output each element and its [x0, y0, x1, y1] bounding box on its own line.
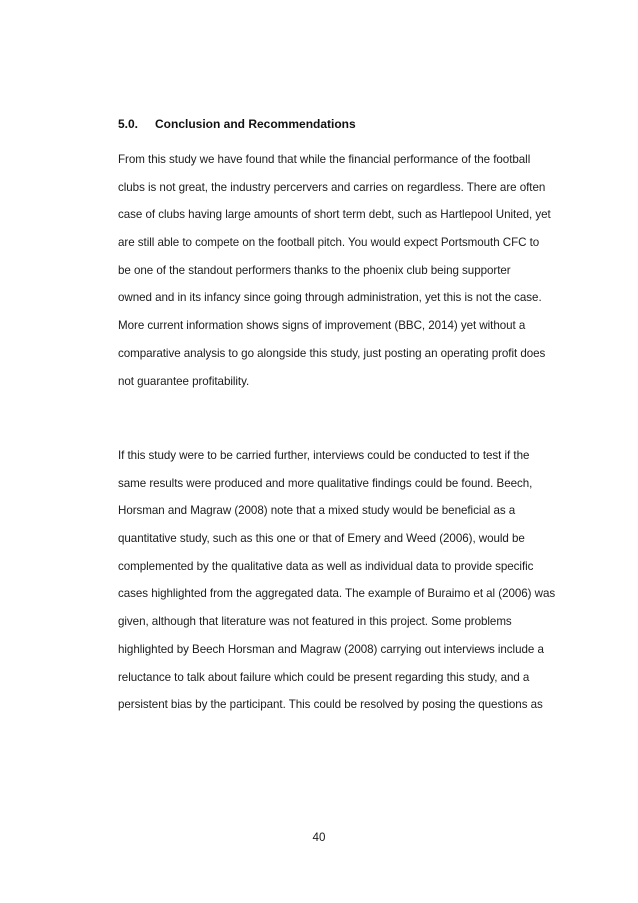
text-line: same results were produced and more qualitative findings could be found. Beech, — [118, 476, 533, 490]
text-line: owned and in its infancy since going through administration, yet this is not the case. — [118, 291, 542, 305]
text-line: complemented by the qualitative data as well as individual data to provide specific — [118, 559, 534, 573]
section-heading — [118, 117, 356, 131]
text-line: highlighted by Beech Horsman and Magraw (2008) carrying out interviews include a — [118, 642, 544, 656]
text-line: Horsman and Magraw (2008) note that a mixed study would be beneficial as a — [118, 504, 516, 518]
text-line: case of clubs having large amounts of short term debt, such as Hartlepool United, yet — [118, 208, 551, 222]
text-line: From this study we have found that while the financial performance of the football — [118, 153, 531, 166]
paragraph-recommendations — [118, 447, 555, 724]
section-number: 5.0. — [118, 117, 139, 131]
text-line: More current information shows signs of improvement (BBC, 2014) yet without a — [118, 319, 526, 333]
text-line: If this study were to be carried further, interviews could be conducted to test if the — [118, 449, 530, 462]
text-line: persistent bias by the participant. This could be resolved by posing the questions as — [118, 698, 543, 712]
text-line: are still able to compete on the football pitch. You would expect Portsmouth CFC to — [118, 236, 540, 250]
text-line: reluctance to talk about failure which could be present regarding this study, and a — [118, 670, 530, 684]
text-line: quantitative study, such as this one or that of Emery and Weed (2006), would be — [118, 532, 525, 546]
text-line: cases highlighted from the aggregated data. The example of Buraimo et al (2006) was — [118, 587, 556, 601]
text-line: not guarantee profitability. — [118, 374, 250, 388]
page-number: 40 — [312, 831, 326, 844]
paragraph-conclusion — [118, 151, 551, 400]
text-line: given, although that literature was not featured in this project. Some problems — [118, 615, 512, 629]
text-line: clubs is not great, the industry percervers and carries on regardless. There are often — [118, 180, 546, 194]
section-title: Conclusion and Recommendations — [155, 117, 356, 131]
text-line: be one of the standout performers thanks to the phoenix club being supporter — [118, 263, 511, 277]
text-line: comparative analysis to go alongside this study, just posting an operating profit does — [118, 346, 546, 360]
